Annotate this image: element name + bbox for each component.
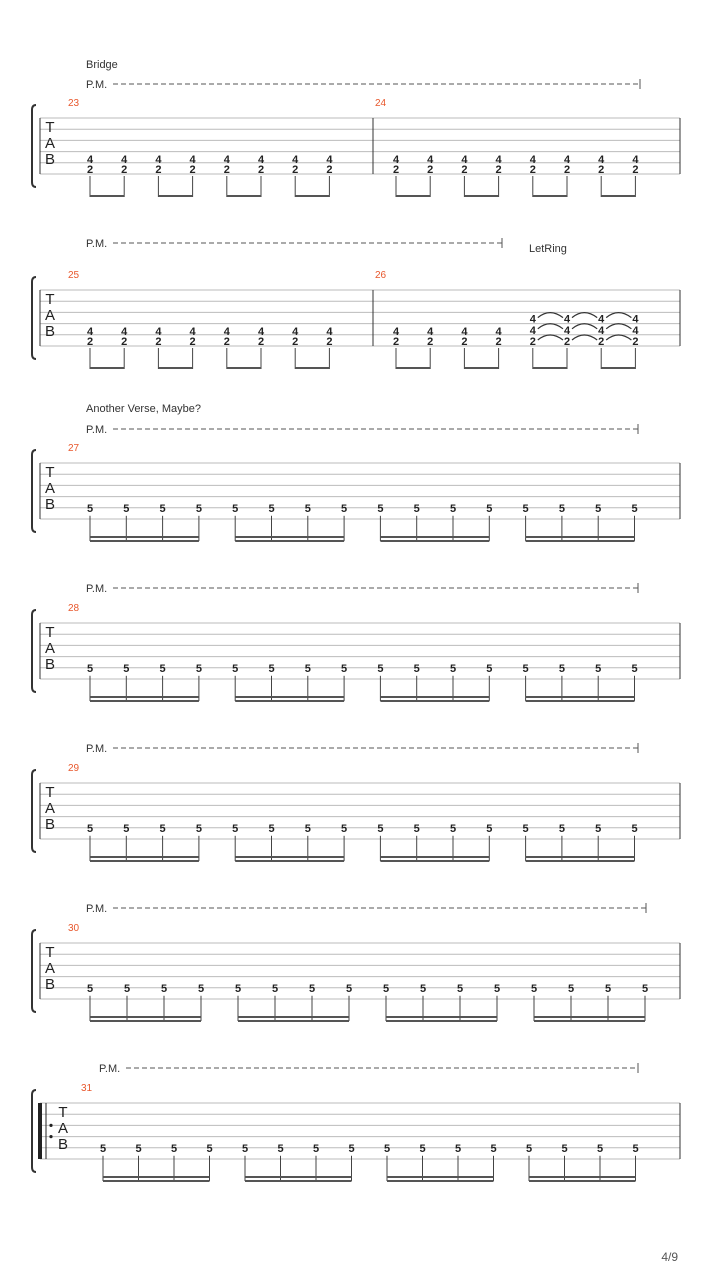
fret-number: 2 (598, 164, 605, 176)
fret-number: 5 (454, 1142, 462, 1155)
fret-number: 5 (268, 662, 275, 675)
fret-number: 2 (223, 164, 230, 176)
fret-number: 5 (595, 502, 602, 515)
fret-number: 5 (486, 822, 493, 835)
fret-number: 5 (558, 502, 565, 515)
fret-number: 4 (529, 313, 536, 326)
tab-clef-t: T (58, 1104, 68, 1121)
palm-mute-label: P.M. (86, 238, 108, 250)
tab-clef-t: T (45, 291, 55, 308)
system-2 (32, 238, 680, 369)
fret-number: 2 (189, 164, 196, 176)
fret-number: 5 (641, 982, 649, 995)
fret-number: 5 (493, 982, 501, 995)
fret-number: 5 (377, 502, 384, 515)
fret-number: 2 (461, 336, 468, 348)
fret-number: 4 (189, 325, 196, 338)
fret-number: 2 (495, 164, 502, 176)
measure-number: 28 (68, 603, 80, 614)
fret-number: 2 (495, 336, 502, 348)
fret-number: 5 (449, 502, 457, 515)
fret-number: 4 (461, 325, 468, 338)
measure-number: 26 (375, 270, 387, 281)
fret-number: 2 (326, 164, 333, 176)
fret-number: 2 (257, 164, 265, 176)
fret-number: 2 (86, 164, 94, 176)
tab-clef-b: B (44, 976, 56, 993)
fret-number: 4 (326, 153, 333, 166)
system-1 (32, 59, 680, 197)
tab-clef-b: B (57, 1136, 69, 1153)
fret-number: 5 (232, 662, 239, 675)
system-bracket (32, 105, 36, 187)
section-label: Bridge (86, 59, 118, 71)
fret-number: 4 (392, 325, 400, 338)
fret-number: 5 (567, 982, 575, 995)
fret-number: 2 (155, 164, 162, 176)
palm-mute-label: P.M. (86, 79, 108, 91)
fret-number: 5 (419, 982, 427, 995)
fret-number: 2 (326, 336, 333, 348)
tab-clef-b: B (44, 323, 56, 340)
fret-number: 5 (341, 502, 348, 515)
fret-number: 2 (529, 164, 536, 176)
fret-number: 5 (241, 1142, 249, 1155)
fret-number: 5 (159, 822, 166, 835)
fret-number: 4 (155, 153, 162, 166)
fret-number: 5 (123, 822, 130, 835)
fret-number: 4 (598, 324, 605, 337)
fret-number: 4 (563, 313, 571, 326)
fret-number: 2 (189, 336, 196, 348)
fret-number: 4 (121, 153, 128, 166)
fret-number: 2 (121, 164, 128, 176)
measure-number: 31 (81, 1083, 93, 1094)
tie-arc (606, 313, 631, 318)
fret-number: 5 (159, 662, 166, 675)
fret-number: 2 (292, 336, 299, 348)
fret-number: 2 (427, 336, 434, 348)
tab-clef-t: T (45, 119, 55, 136)
tab-clef-b: B (44, 656, 56, 673)
fret-number: 5 (383, 1142, 391, 1155)
fret-number: 5 (413, 502, 420, 515)
fret-number: 5 (558, 662, 565, 675)
fret-number: 5 (449, 822, 457, 835)
fret-number: 5 (159, 502, 166, 515)
fret-number: 4 (86, 153, 94, 166)
fret-number: 5 (530, 982, 538, 995)
fret-number: 5 (123, 662, 130, 675)
system-bracket (32, 277, 36, 359)
fret-number: 5 (308, 982, 316, 995)
fret-number: 5 (377, 822, 384, 835)
fret-number: 5 (595, 662, 602, 675)
fret-number: 5 (486, 502, 493, 515)
fret-number: 5 (195, 502, 202, 515)
fret-number: 4 (495, 325, 502, 338)
fret-number: 5 (561, 1142, 568, 1155)
fret-number: 4 (257, 153, 265, 166)
fret-number: 5 (631, 822, 638, 835)
system-bracket (32, 1090, 36, 1172)
fret-number: 4 (326, 325, 333, 338)
tab-clef-a: A (57, 1120, 69, 1137)
fret-number: 5 (632, 1142, 639, 1155)
tab-clef-b: B (44, 151, 56, 168)
fret-number: 4 (223, 153, 230, 166)
tab-clef-b: B (44, 496, 56, 513)
fret-number: 5 (304, 662, 311, 675)
fret-number: 5 (522, 502, 529, 515)
fret-number: 5 (123, 982, 131, 995)
fret-number: 5 (522, 662, 529, 675)
measure-number: 30 (68, 923, 80, 934)
palm-mute-label: P.M. (99, 1063, 121, 1075)
fret-number: 4 (563, 324, 571, 337)
fret-number: 2 (529, 336, 536, 348)
repeat-dot (49, 1124, 52, 1127)
fret-number: 5 (170, 1142, 178, 1155)
tab-clef-t: T (45, 944, 55, 961)
fret-number: 2 (292, 164, 299, 176)
fret-number: 2 (632, 336, 639, 348)
fret-number: 5 (449, 662, 457, 675)
fret-number: 5 (135, 1142, 142, 1155)
tie-arc (606, 335, 631, 340)
tie-arc (538, 335, 563, 340)
tab-clef-a: A (44, 135, 56, 152)
palm-mute-label: P.M. (86, 743, 108, 755)
fret-number: 2 (257, 336, 265, 348)
system-3 (32, 403, 680, 541)
fret-number: 2 (155, 336, 162, 348)
fret-number: 5 (304, 822, 311, 835)
tie-arc (572, 313, 597, 318)
fret-number: 5 (341, 822, 348, 835)
fret-number: 2 (461, 164, 468, 176)
measure-number: 27 (68, 443, 80, 454)
system-bracket (32, 450, 36, 532)
fret-number: 5 (382, 982, 390, 995)
measure-number: 25 (68, 270, 80, 281)
fret-number: 5 (525, 1142, 533, 1155)
system-4 (32, 583, 680, 701)
system-bracket (32, 930, 36, 1012)
fret-number: 4 (155, 325, 162, 338)
fret-number: 5 (631, 662, 638, 675)
tab-clef-t: T (45, 624, 55, 641)
fret-number: 5 (348, 1142, 355, 1155)
fret-number: 5 (268, 822, 275, 835)
fret-number: 5 (413, 822, 420, 835)
fret-number: 5 (486, 662, 493, 675)
fret-number: 5 (232, 822, 239, 835)
system-5 (32, 743, 680, 861)
fret-number: 4 (292, 153, 299, 166)
fret-number: 2 (598, 336, 605, 348)
fret-number: 5 (206, 1142, 213, 1155)
fret-number: 5 (195, 822, 202, 835)
fret-number: 4 (632, 153, 639, 166)
section-label: Another Verse, Maybe? (86, 403, 201, 415)
fret-number: 4 (427, 325, 434, 338)
fret-number: 4 (392, 153, 400, 166)
fret-number: 4 (632, 313, 639, 326)
fret-number: 5 (456, 982, 464, 995)
fret-number: 5 (197, 982, 205, 995)
tie-arc (538, 324, 563, 329)
system-6 (32, 903, 680, 1021)
tab-clef-a: A (44, 307, 56, 324)
fret-number: 2 (392, 164, 400, 176)
tab-clef-a: A (44, 800, 56, 817)
fret-number: 5 (232, 502, 239, 515)
fret-number: 5 (99, 1142, 107, 1155)
repeat-dot (49, 1135, 52, 1138)
fret-number: 4 (563, 153, 571, 166)
system-bracket (32, 610, 36, 692)
fret-number: 5 (86, 502, 94, 515)
fret-number: 5 (490, 1142, 497, 1155)
let-ring-label: LetRing (529, 243, 567, 255)
system-7 (32, 1063, 680, 1181)
fret-number: 5 (86, 662, 94, 675)
fret-number: 4 (257, 325, 265, 338)
system-bracket (32, 770, 36, 852)
fret-number: 5 (277, 1142, 284, 1155)
fret-number: 2 (563, 164, 571, 176)
fret-number: 5 (413, 662, 420, 675)
fret-number: 5 (631, 502, 638, 515)
fret-number: 5 (271, 982, 279, 995)
fret-number: 2 (563, 336, 571, 348)
tie-arc (572, 324, 597, 329)
fret-number: 5 (312, 1142, 320, 1155)
tab-clef-a: A (44, 960, 56, 977)
tie-arc (606, 324, 631, 329)
fret-number: 4 (292, 325, 299, 338)
fret-number: 2 (392, 336, 400, 348)
fret-number: 5 (234, 982, 242, 995)
tab-clef-t: T (45, 784, 55, 801)
fret-number: 5 (604, 982, 612, 995)
fret-number: 4 (495, 153, 502, 166)
fret-number: 4 (598, 153, 605, 166)
fret-number: 4 (86, 325, 94, 338)
fret-number: 4 (427, 153, 434, 166)
fret-number: 2 (632, 164, 639, 176)
measure-number: 24 (375, 98, 387, 109)
fret-number: 5 (522, 822, 529, 835)
fret-number: 4 (529, 324, 536, 337)
palm-mute-label: P.M. (86, 424, 108, 436)
fret-number: 5 (595, 822, 602, 835)
tab-clef-b: B (44, 816, 56, 833)
fret-number: 4 (632, 324, 639, 337)
tie-arc (538, 313, 563, 318)
fret-number: 5 (345, 982, 353, 995)
fret-number: 4 (189, 153, 196, 166)
fret-number: 4 (121, 325, 128, 338)
fret-number: 5 (377, 662, 384, 675)
page-number: 4/9 (661, 1250, 678, 1264)
fret-number: 2 (86, 336, 94, 348)
fret-number: 5 (86, 982, 94, 995)
measure-number: 29 (68, 763, 80, 774)
fret-number: 4 (461, 153, 468, 166)
palm-mute-label: P.M. (86, 583, 108, 595)
fret-number: 5 (86, 822, 94, 835)
fret-number: 5 (268, 502, 275, 515)
fret-number: 5 (558, 822, 565, 835)
tab-clef-a: A (44, 480, 56, 497)
tab-clef-t: T (45, 464, 55, 481)
tie-arc (572, 335, 597, 340)
fret-number: 5 (123, 502, 130, 515)
palm-mute-label: P.M. (86, 903, 108, 915)
fret-number: 5 (304, 502, 311, 515)
fret-number: 5 (419, 1142, 426, 1155)
fret-number: 4 (529, 153, 536, 166)
measure-number: 23 (68, 98, 80, 109)
tab-clef-a: A (44, 640, 56, 657)
fret-number: 5 (160, 982, 168, 995)
fret-number: 2 (427, 164, 434, 176)
fret-number: 4 (223, 325, 230, 338)
fret-number: 4 (598, 313, 605, 326)
fret-number: 5 (596, 1142, 604, 1155)
fret-number: 2 (121, 336, 128, 348)
fret-number: 2 (223, 336, 230, 348)
fret-number: 5 (341, 662, 348, 675)
fret-number: 5 (195, 662, 202, 675)
